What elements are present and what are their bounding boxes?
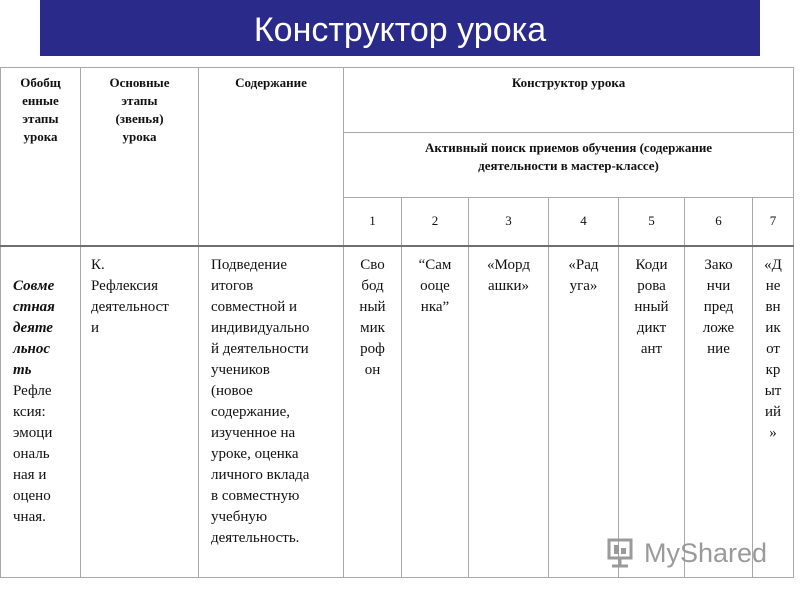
cell-general-stage bbox=[1, 246, 81, 578]
cell-main-stage: К. Рефлексия деятельност и bbox=[81, 246, 199, 578]
method-4: «Рад уга» bbox=[549, 246, 619, 578]
presentation-icon bbox=[606, 536, 640, 570]
method-1: Сво бод ный мик роф он bbox=[344, 246, 402, 578]
lesson-constructor-table bbox=[0, 67, 794, 578]
method-number-7: 7 bbox=[753, 198, 794, 246]
header-active-search: Активный поиск приемов обучения (содержание деятельности в мастер-классе) bbox=[344, 133, 794, 198]
method-2: “Сам ооце нка” bbox=[402, 246, 469, 578]
cell-content: Подведение итогов совместной и индивидуально й деятельности учеников (новое содержание, изученное на уроке, оценка личного вклада в совместную учебную деятельность. bbox=[199, 246, 344, 578]
watermark-text: MyShared bbox=[644, 537, 768, 568]
method-3: «Морд ашки» bbox=[469, 246, 549, 578]
method-number-4: 4 bbox=[549, 198, 619, 246]
joint-activity-label: Совме стная деяте льнос ть bbox=[13, 277, 55, 378]
header-general-stages: Обобщ енные этапы урока bbox=[1, 68, 81, 246]
method-number-6: 6 bbox=[685, 198, 753, 246]
method-number-2: 2 bbox=[402, 198, 469, 246]
method-5: Коди рова нный дикт ант bbox=[619, 246, 685, 578]
watermark bbox=[606, 536, 767, 570]
method-number-5: 5 bbox=[619, 198, 685, 246]
header-content: Содержание bbox=[199, 68, 344, 246]
slide-title: Конструктор урока bbox=[40, 0, 760, 56]
header-lesson-constructor: Конструктор урока bbox=[344, 68, 794, 133]
method-number-1: 1 bbox=[344, 198, 402, 246]
method-7: «Д не вн ик от кр ыт ий » bbox=[753, 246, 794, 578]
method-6: Зако нчи пред ложе ние bbox=[685, 246, 753, 578]
method-number-3: 3 bbox=[469, 198, 549, 246]
header-main-stages: Основные этапы (звенья) урока bbox=[81, 68, 199, 246]
reflection-label: Рефле ксия: эмоци ональ ная и оцено чная. bbox=[13, 382, 53, 525]
